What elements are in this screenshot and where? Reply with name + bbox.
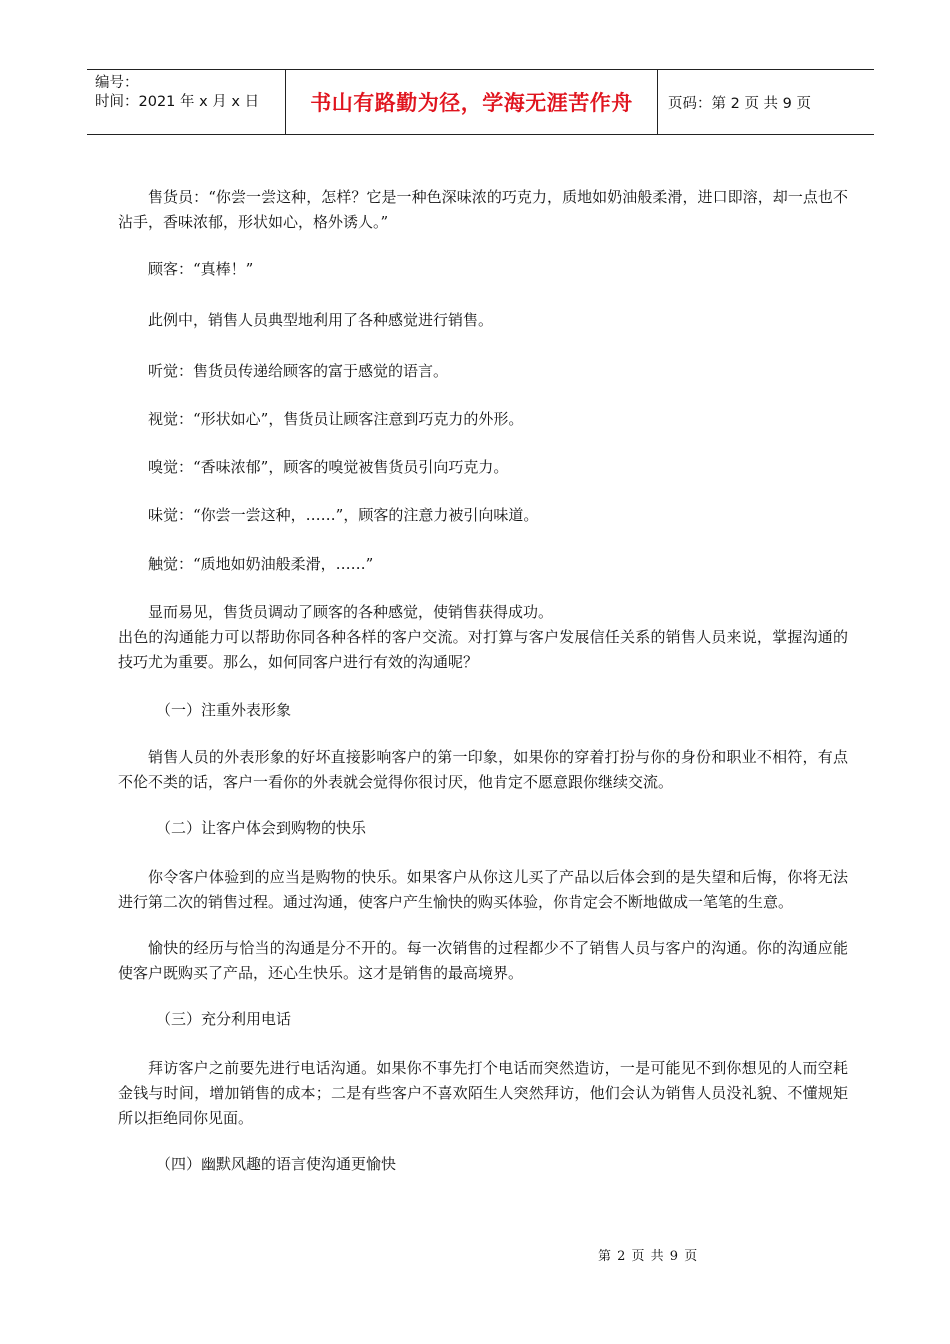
document-body — [118, 185, 848, 1177]
section-heading-2: （二）让客户体会到购物的快乐 — [156, 819, 367, 837]
time-label: 时间：2021 年 x 月 x 日 — [95, 94, 260, 110]
section-heading-3: （三）充分利用电话 — [156, 1010, 292, 1028]
paragraph-1: 售货员：“你尝一尝这种，怎样？它是一种色深味浓的巧克力，质地如奶油般柔滑，进口即溶，却一点也不沾手，香味浓郁，形状如心，格外诱人。” — [118, 188, 848, 231]
section-heading-4: （四）幽默风趣的语言使沟通更愉快 — [156, 1155, 397, 1173]
header-motto: 书山有路勤为径，学海无涯苦作舟 — [286, 70, 658, 134]
section-heading-1: （一）注重外表形象 — [156, 701, 292, 719]
paragraph-17: 拜访客户之前要先进行电话沟通。如果你不事先打个电话而突然造访，一是可能见不到你想见的人而空耗金钱与时间，增加销售的成本；二是有些客户不喜欢陌生人突然拜访，他们会认为销售人员没礼貌、不懂规矩所以拒绝同你见面。 — [118, 1059, 848, 1127]
number-label: 编号： — [95, 75, 139, 91]
paragraph-5: 视觉：“形状如心”，售货员让顾客注意到巧克力的外形。 — [148, 410, 524, 428]
paragraph-2: 顾客：“真棒！” — [148, 260, 254, 278]
paragraph-15: 愉快的经历与恰当的沟通是分不开的。每一次销售的过程都少不了销售人员与客户的沟通。你的沟通应能使客户既购买了产品，还心生快乐。这才是销售的最高境界。 — [118, 939, 848, 982]
paragraph-9: 显而易见，售货员调动了顾客的各种感觉，使销售获得成功。 — [148, 603, 554, 621]
paragraph-6: 嗅觉：“香味浓郁”，顾客的嗅觉被售货员引向巧克力。 — [148, 458, 509, 476]
paragraph-3: 此例中，销售人员典型地利用了各种感觉进行销售。 — [148, 311, 494, 329]
page-footer: 第 2 页 共 9 页 — [598, 1249, 699, 1264]
paragraph-12: 销售人员的外表形象的好坏直接影响客户的第一印象，如果你的穿着打扮与你的身份和职业不相符，有点不伦不类的话，客户一看你的外表就会觉得你很讨厌，他肯定不愿意跟你继续交流。 — [118, 748, 848, 791]
paragraph-10: 出色的沟通能力可以帮助你同各种各样的客户交流。对打算与客户发展信任关系的销售人员来说，掌握沟通的技巧尤为重要。那么，如何同客户进行有效的沟通呢？ — [118, 628, 848, 671]
header-page-label: 页码：第 2 页 共 9 页 — [668, 95, 811, 112]
paragraph-7: 味觉：“你尝一尝这种，……”，顾客的注意力被引向味道。 — [148, 506, 539, 524]
header-meta — [87, 70, 286, 134]
paragraph-4: 听觉：售货员传递给顾客的富于感觉的语言。 — [148, 362, 449, 380]
paragraph-14: 你令客户体验到的应当是购物的快乐。如果客户从你这儿买了产品以后体会到的是失望和后悔，你将无法进行第二次的销售过程。通过沟通，使客户产生愉快的购买体验，你肯定会不断地做成一笔笔的生意。 — [118, 868, 848, 911]
page-header — [87, 69, 874, 135]
paragraph-8: 触觉：“质地如奶油般柔滑，……” — [148, 555, 374, 573]
